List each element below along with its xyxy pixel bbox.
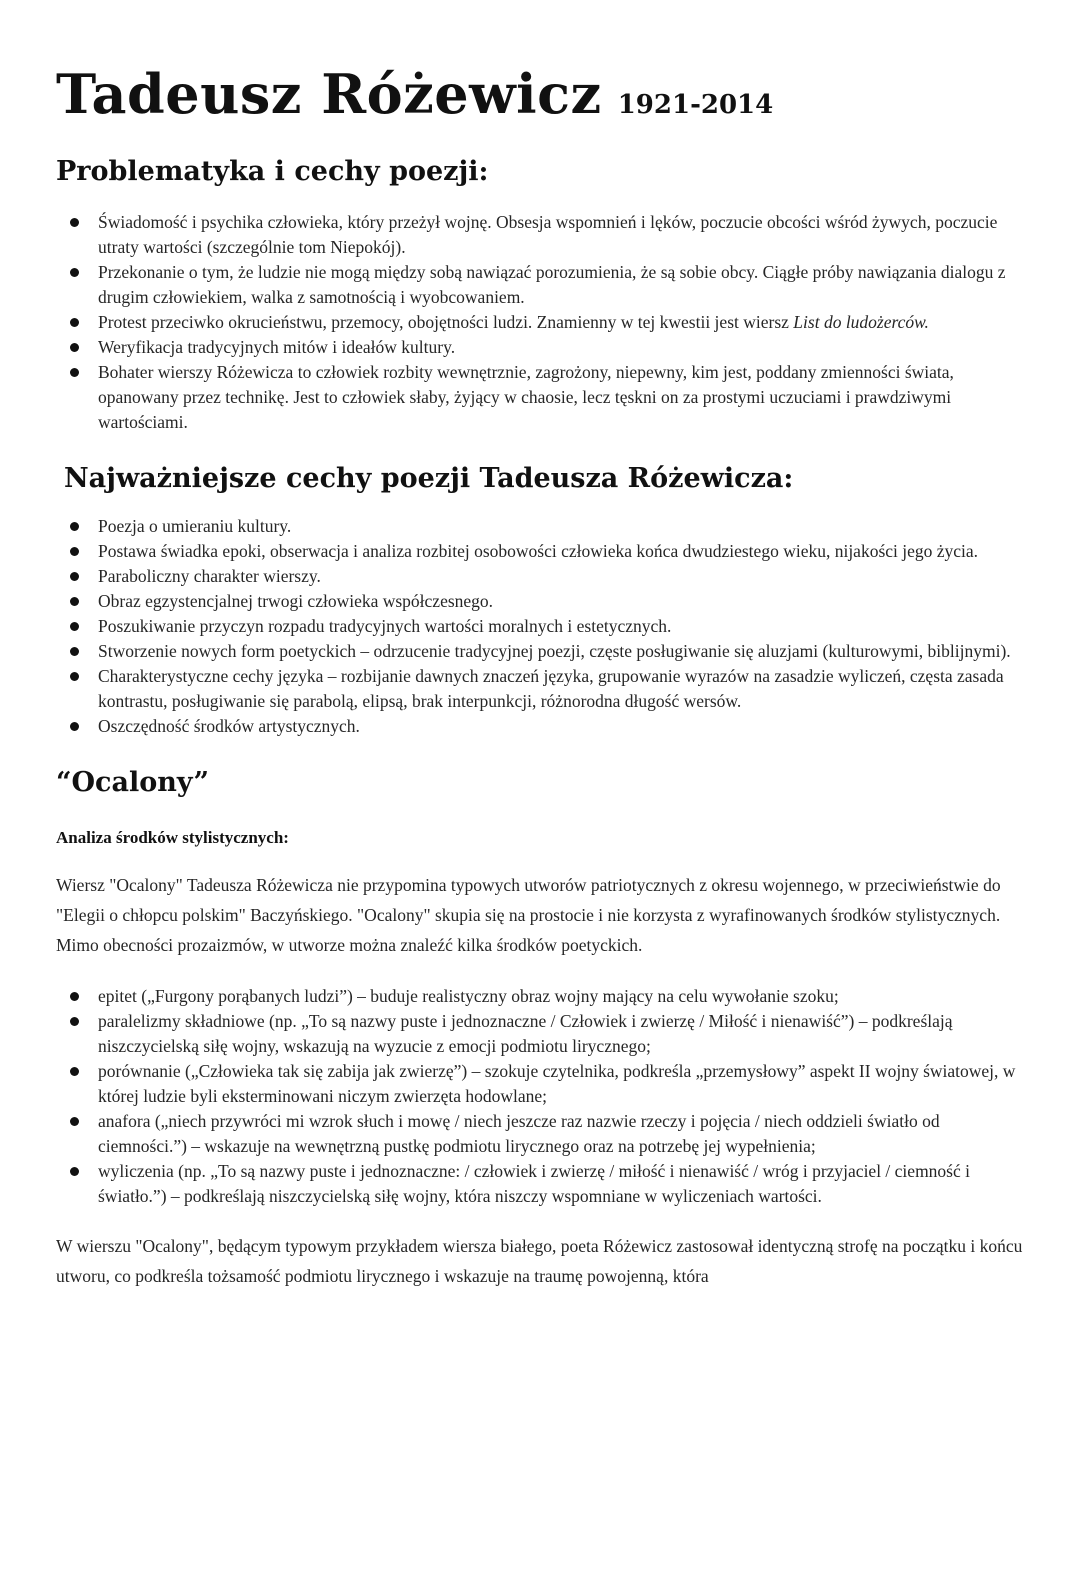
list-item: Oszczędność środków artystycznych. — [56, 714, 1031, 739]
section-heading-problematyka: Problematyka i cechy poezji: — [56, 156, 489, 187]
bullet-icon — [70, 547, 79, 556]
section-heading-cechy: Najważniejsze cechy poezji Tadeusza Różewicza: — [64, 463, 794, 494]
problematyka-list — [56, 210, 1031, 435]
list-item: Poszukiwanie przyczyn rozpadu tradycyjnych wartości moralnych i estetycznych. — [56, 614, 1031, 639]
bullet-icon — [70, 572, 79, 581]
list-item: Bohater wierszy Różewicza to człowiek rozbity wewnętrznie, zagrożony, niepewny, kim jest, poddany zmienności świata, opanowany przez technikę. Jest to człowiek słaby, żyjący w chaosie, lecz tęskni on za prostymi uczuciami i prawdziwymi wartościami. — [56, 360, 1031, 435]
bullet-icon — [70, 1017, 79, 1026]
section-heading-ocalony: “Ocalony” — [56, 767, 210, 798]
bullet-icon — [70, 343, 79, 352]
bullet-icon — [70, 1067, 79, 1076]
list-item: Przekonanie o tym, że ludzie nie mogą między sobą nawiązać porozumienia, że są sobie obcy. Ciągłe próby nawiązania dialogu z drugim człowiekiem, walka z samotnością i wyobcowaniem. — [56, 260, 1031, 310]
bullet-icon — [70, 368, 79, 377]
bullet-icon — [70, 1117, 79, 1126]
list-item: Stworzenie nowych form poetyckich – odrzucenie tradycyjnej poezji, częste posługiwanie się aluzjami (kulturowymi, biblijnymi). — [56, 639, 1031, 664]
list-item: Obraz egzystencjalnej trwogi człowieka współczesnego. — [56, 589, 1031, 614]
srodki-list — [56, 984, 1031, 1209]
life-years: 1921-2014 — [617, 90, 774, 120]
list-item: paralelizmy składniowe (np. „To są nazwy puste i jednoznaczne / Człowiek i zwierzę / Miłość i nienawiść”) – podkreślają niszczycielską siłę wojny, wskazują na wyzucie z emocji podmiotu lirycznego; — [56, 1009, 1031, 1059]
list-item: Charakterystyczne cechy języka – rozbijanie dawnych znaczeń języka, grupowanie wyrazów na zasadzie wyliczeń, częsta zasada kontrastu, posługiwanie się parabolą, elipsą, brak interpunkcji, różnorodna długość wersów. — [56, 664, 1031, 714]
intro-paragraph: Wiersz "Ocalony" Tadeusza Różewicza nie przypomina typowych utworów patriotycznych z okresu wojennego, w przeciwieństwie do "Elegii o chłopcu polskim" Baczyńskiego. "Ocalony" skupia się na prostocie i nie korzysta z wyrafinowanych środków stylistycznych. Mimo obecności prozaizmów, w utworze można znaleźć kilka środków poetyckich. — [56, 875, 1001, 955]
list-item: Weryfikacja tradycyjnych mitów i ideałów kultury. — [56, 335, 1031, 360]
list-item: Poezja o umieraniu kultury. — [56, 514, 1031, 539]
bullet-icon — [70, 992, 79, 1001]
closing-paragraph: W wierszu "Ocalony", będącym typowym przykładem wiersza białego, poeta Różewicz zastosował identyczną strofę na początku i końcu utworu, co podkreśla tożsamość podmiotu lirycznego i wskazuje na traumę powojenną, która — [56, 1236, 1023, 1286]
bullet-icon — [70, 672, 79, 681]
poem-title: List do ludożerców. — [793, 312, 929, 332]
page-title: Tadeusz Różewicz — [56, 62, 602, 126]
bullet-icon — [70, 622, 79, 631]
cechy-list — [56, 514, 1031, 739]
list-item: Postawa świadka epoki, obserwacja i analiza rozbitej osobowości człowieka końca dwudziestego wieku, nijakości jego życia. — [56, 539, 1031, 564]
bullet-icon — [70, 268, 79, 277]
title-row — [56, 62, 1031, 138]
bullet-icon — [70, 722, 79, 731]
list-item: Paraboliczny charakter wierszy. — [56, 564, 1031, 589]
bullet-icon — [70, 597, 79, 606]
list-item: anafora („niech przywróci mi wzrok słuch i mowę / niech jeszcze raz nazwie rzeczy i pojęcia / niech oddzieli światło od ciemności.”) – wskazuje na wewnętrzną pustkę podmiotu lirycznego oraz na potrzebę jej wypełnienia; — [56, 1109, 1031, 1159]
list-item: Świadomość i psychika człowieka, który przeżył wojnę. Obsesja wspomnień i lęków, poczucie obcości wśród żywych, poczucie utraty wartości (szczególnie tom Niepokój). — [56, 210, 1031, 260]
list-item: Protest przeciwko okrucieństwu, przemocy, obojętności ludzi. Znamienny w tej kwestii jest wiersz List do ludożerców. — [56, 310, 1031, 335]
bullet-icon — [70, 647, 79, 656]
bullet-icon — [70, 1167, 79, 1176]
analysis-subheading: Analiza środków stylistycznych: — [56, 828, 289, 847]
bullet-icon — [70, 522, 79, 531]
document-page — [56, 62, 1031, 1291]
bullet-icon — [70, 218, 79, 227]
list-item: porównanie („Człowieka tak się zabija jak zwierzę”) – szokuje czytelnika, podkreśla „przemysłowy” aspekt II wojny światowej, w której ludzie byli eksterminowani niczym zwierzęta hodowlane; — [56, 1059, 1031, 1109]
bullet-icon — [70, 318, 79, 327]
list-item: epitet („Furgony porąbanych ludzi”) – buduje realistyczny obraz wojny mający na celu wywołanie szoku; — [56, 984, 1031, 1009]
list-item: wyliczenia (np. „To są nazwy puste i jednoznaczne: / człowiek i zwierzę / miłość i nienawiść / wróg i przyjaciel / ciemność i światło.”) – podkreślają niszczycielską siłę wojny, która niszczy wspomniane w wyliczeniach wartości. — [56, 1159, 1031, 1209]
